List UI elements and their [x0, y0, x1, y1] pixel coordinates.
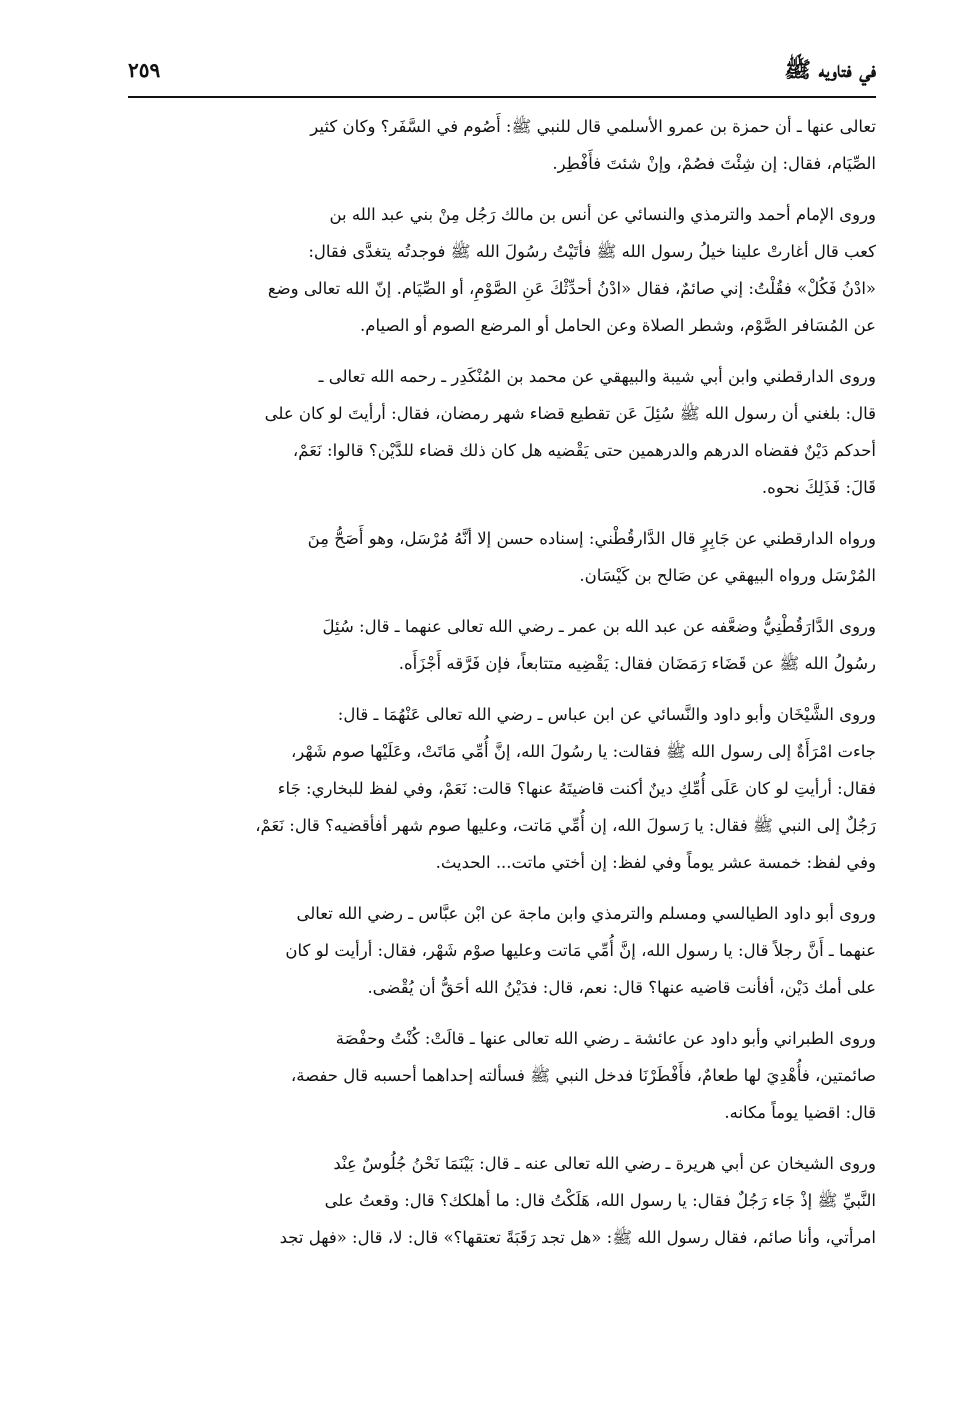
text-line: جاءت امْرَأَةٌ إلى رسول الله ﷺ فقالت: يا رسُولَ الله، إنَّ أُمِّي مَاتَتْ، وعَلَيْها صوم شَهْر،: [290, 742, 876, 761]
text-line: تعالى عنها ـ أن حمزة بن عمرو الأسلمي قال للنبي ﷺ: أَصُوم في السَّفَر؟ وكان كثير: [310, 117, 876, 136]
paragraph: [128, 696, 876, 881]
text-line: ورواه الدارقطني عن جَابِرٍ قال الدَّارقُطْني: إسناده حسن إلا أنَّهُ مُرْسَل، وهو أَصَحُّ مِنَ: [307, 529, 876, 548]
text-line: النَّبيِّ ﷺ إذْ جَاء رَجُلٌ فقال: يا رسول الله، هَلَكْتُ قال: ما أهلكك؟ قال: وقعتُ على: [324, 1191, 876, 1210]
text-line: وروى أبو داود الطيالسي ومسلم والترمذي وابن ماجة عن ابْن عبَّاس ـ رضي الله تعالى: [296, 904, 876, 923]
text-line: كعب قال أغارتْ علينا خيلُ رسول الله ﷺ فأتَيْتُ رسُولَ الله ﷺ فوجدتُه يتغدَّى فقال:: [308, 242, 876, 261]
text-line: وروى الشَّيْخَان وأبو داود والنَّسائي عن ابن عباس ـ رضي الله تعالى عَنْهُمَا ـ قال:: [337, 705, 876, 724]
text-line: على أمك دَيْن، أفأنت قاضيه عنها؟ قال: نعم، قال: فدَيْنُ الله أحَقُّ أن يُقْضى.: [367, 978, 876, 997]
text-line: رَجُلٌ إلى النبي ﷺ فقال: يا رَسولَ الله، إن أُمِّي مَاتت، وعليها صوم شهر أفأقضيه؟ قال: نَعَمْ،: [255, 816, 876, 835]
page-body: [128, 108, 876, 1256]
text-line: قال: اقضيا يوماً مكانه.: [724, 1103, 876, 1122]
paragraph: [128, 108, 876, 182]
paragraph: [128, 1020, 876, 1131]
text-line: وروى الدارقطني وابن أبي شيبة والبيهقي عن محمد بن المُنْكَدِر ـ رحمه الله تعالى ـ: [318, 367, 876, 386]
text-line: وفي لفظ: خمسة عشر يوماً وفي لفظ: إن أختي ماتت... الحديث.: [435, 853, 876, 872]
running-title: في فتاويه ﷺ: [784, 57, 876, 83]
text-line: وروى الدَّارَقُطْنِيُّ وضعَّفه عن عبد الله بن عمر ـ رضي الله تعالى عنهما ـ قال: سُئِلَ: [322, 617, 876, 636]
page-header: [128, 52, 876, 92]
text-line: أحدكم دَيْنٌ فقضاه الدرهم والدرهمين حتى يَقْضيه هل كان ذلك قضاء للدَّيْن؟ قالوا: نَعَمْ،: [292, 441, 876, 460]
paragraph: [128, 1145, 876, 1256]
paragraph: [128, 358, 876, 506]
paragraph: [128, 196, 876, 344]
paragraph: [128, 895, 876, 1006]
page-number: ٢٥٩: [128, 58, 161, 82]
text-line: «ادْنُ فَكُلْ» فقُلْتُ: إني صائمٌ، فقال «ادْنُ أحدِّثْكَ عَنِ الصَّوْمِ، أو الصِّيَام. إنّ الله تعالى وضع: [267, 279, 876, 298]
text-line: عنهما ـ أَنَّ رجلاً قال: يا رسول الله، إنَّ أُمِّي مَاتت وعليها صوْم شَهْر، فقال: أرأيت لو كان: [285, 941, 876, 960]
text-line: وروى الطبراني وأبو داود عن عائشة ـ رضي الله تعالى عنها ـ قالَتْ: كُنْتُ وحفْصَة: [335, 1029, 876, 1048]
text-line: امرأتي، وأنا صائم، فقال رسول الله ﷺ: «هل تجد رَقَبَةً تعتقها؟» قال: لا، قال: «فهل تجد: [279, 1228, 876, 1247]
text-line: المُرْسَل ورواه البيهقي عن صَالح بن كَيْسَان.: [579, 566, 876, 585]
text-line: وروى الشيخان عن أبي هريرة ـ رضي الله تعالى عنه ـ قال: بَيْنَمَا نَحْنُ جُلُوسٌ عِنْد: [333, 1154, 876, 1173]
book-page: [128, 52, 876, 1372]
paragraph: [128, 520, 876, 594]
text-line: عن المُسَافر الصَّوْم، وشطر الصلاة وعن الحامل أو المرضع الصوم أو الصيام.: [359, 316, 876, 335]
text-line: وروى الإمام أحمد والترمذي والنسائي عن أنس بن مالك رَجُل مِنْ بني عبد الله بن: [329, 205, 876, 224]
text-line: قَالَ: فَذَلِكَ نحوه.: [761, 478, 876, 497]
text-line: صائمتين، فأُهْدِيَ لها طعامٌ، فأَفْطَرْنَا فدخل النبي ﷺ فسألته إحداهما أحسبه قال حفصة،: [290, 1066, 876, 1085]
text-line: الصِّيَام، فقال: إن شِئْتَ فصُمْ، وإنْ شئتَ فأَفْطِر.: [552, 154, 876, 173]
text-line: قال: بلغني أن رسول الله ﷺ سُئِلَ عَن تقطيع قضاء شهر رمضان، فقال: أرأيتَ لو كان على: [264, 404, 876, 423]
text-line: رسُولُ الله ﷺ عن قَضَاء رَمَضَان فقال: يَقْضِيه متتابعاً، فإن فَرَّقه أَجْزَأَه.: [398, 654, 876, 673]
paragraph: [128, 608, 876, 682]
text-line: فقال: أرأيتِ لو كان عَلَى أُمِّكِ دينٌ أكنت قاضيتَهُ عنها؟ قالت: نَعَمْ، وفي لفظ للبخاري: جَاء: [277, 779, 876, 798]
header-rule: [128, 96, 876, 98]
